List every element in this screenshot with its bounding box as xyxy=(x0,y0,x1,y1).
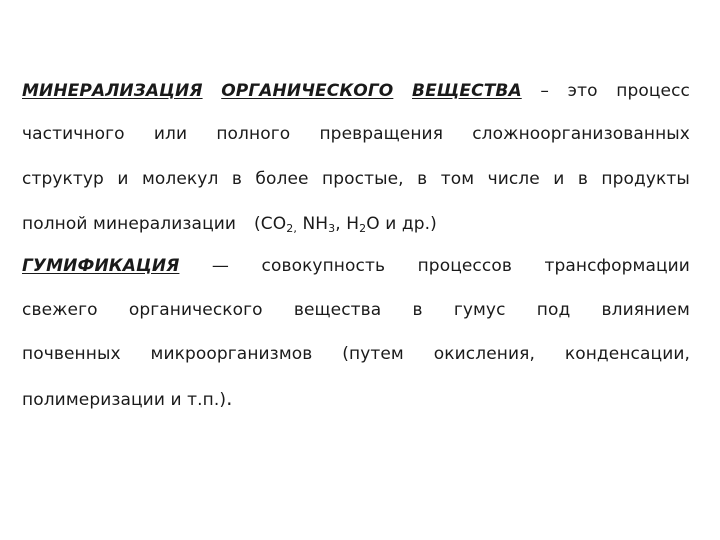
word: числе xyxy=(487,169,540,189)
word: окисления, xyxy=(433,344,535,364)
word: влиянием xyxy=(601,300,690,320)
line-text: полимеризации и т.п.) xyxy=(22,390,227,410)
word: вещества xyxy=(293,300,382,320)
humification-term: ГУМИФИКАЦИЯ xyxy=(22,256,180,276)
word: под xyxy=(536,300,571,320)
nh3-formula xyxy=(297,214,335,234)
mineralization-term-word: ОРГАНИЧЕСКОГО xyxy=(221,81,394,101)
mineralization-term-word: ВЕЩЕСТВА xyxy=(412,81,522,101)
humification-line-2 xyxy=(22,297,690,323)
formula-text: (СО xyxy=(254,214,287,234)
humification-dash: — xyxy=(211,256,230,276)
word: и xyxy=(553,169,565,189)
word: (путем xyxy=(342,344,404,364)
word: гумус xyxy=(453,300,506,320)
word: почвенных xyxy=(22,344,121,364)
mineralization-line-2 xyxy=(22,121,690,147)
mineralization-line-4 xyxy=(22,211,690,237)
word: процесс xyxy=(616,81,690,101)
formula-text: NH xyxy=(296,214,329,234)
humification-line-1 xyxy=(22,253,690,279)
humification-line-4 xyxy=(22,385,690,411)
humification-line-3 xyxy=(22,341,690,367)
word: сложноорганизованных xyxy=(472,124,690,144)
formula-subscript: 3 xyxy=(328,222,336,235)
word: полного xyxy=(216,124,291,144)
co2-formula xyxy=(254,214,297,234)
word: процессов xyxy=(417,256,512,276)
word: простые, xyxy=(322,169,404,189)
word: в xyxy=(577,169,588,189)
final-period: . xyxy=(226,386,233,410)
word: продукты xyxy=(601,169,690,189)
formula-subscript: 2 xyxy=(359,222,367,235)
word: органического xyxy=(128,300,263,320)
word: это xyxy=(567,81,598,101)
word: в xyxy=(417,169,428,189)
mineralization-dash: – xyxy=(540,81,549,101)
word: микроорганизмов xyxy=(150,344,313,364)
word: более xyxy=(255,169,309,189)
word: конденсации, xyxy=(564,344,690,364)
line-text: O и др.) xyxy=(366,214,437,234)
word: в xyxy=(231,169,242,189)
mineralization-line-3 xyxy=(22,166,690,192)
line-text: полной минерализации xyxy=(22,214,237,234)
h2o-formula xyxy=(335,214,366,234)
word: том xyxy=(440,169,475,189)
mineralization-term-word: МИНЕРАЛИЗАЦИЯ xyxy=(22,81,203,101)
word: свежего xyxy=(22,300,98,320)
word: частичного xyxy=(22,124,125,144)
word: структур xyxy=(22,169,104,189)
formula-subscript: 2, xyxy=(286,222,297,235)
formula-text: , H xyxy=(335,214,360,234)
word: или xyxy=(153,124,188,144)
word: трансформации xyxy=(544,256,690,276)
word: и xyxy=(117,169,129,189)
word: молекул xyxy=(141,169,219,189)
mineralization-line-1 xyxy=(22,78,690,104)
word: совокупность xyxy=(261,256,386,276)
word: превращения xyxy=(319,124,444,144)
word: в xyxy=(412,300,423,320)
